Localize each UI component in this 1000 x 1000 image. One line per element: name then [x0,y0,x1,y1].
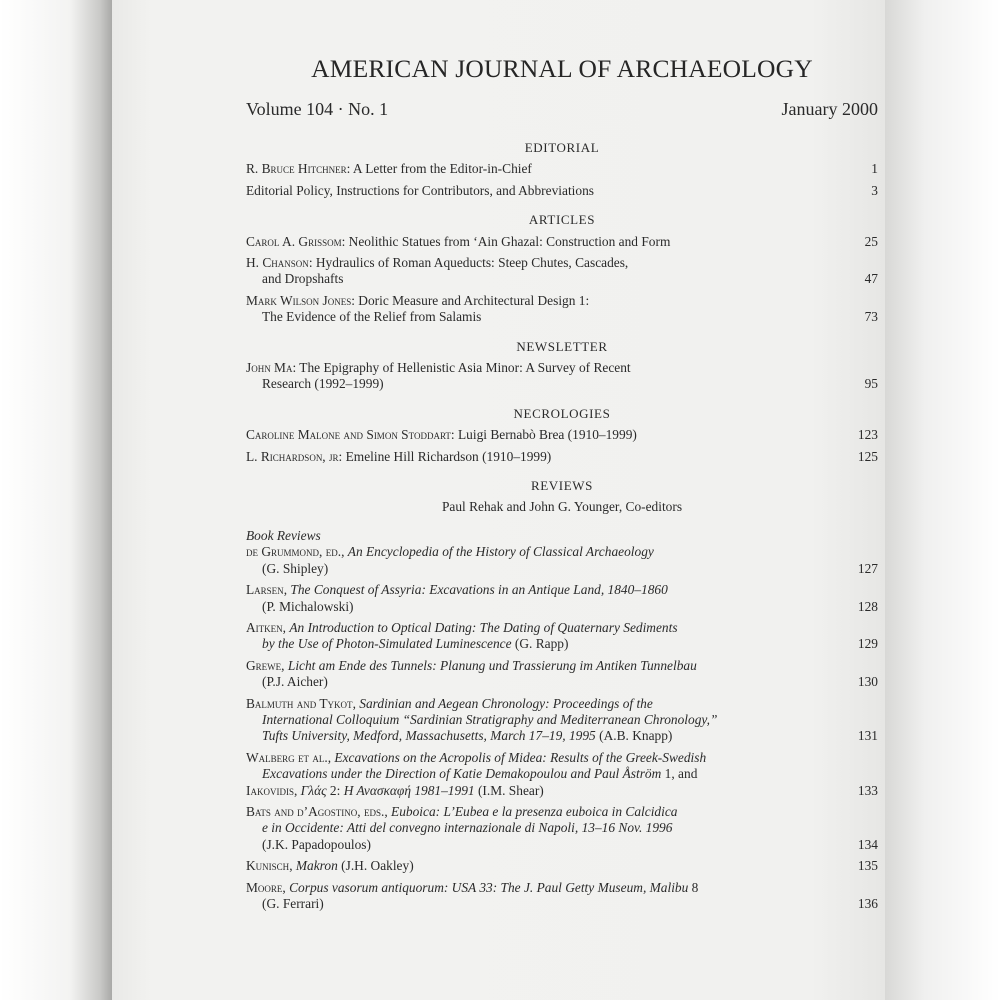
page-number: 3 [871,182,878,198]
toc-entry [246,161,878,177]
entry-author: Mark Wilson Jones [246,292,352,308]
entry-author: Grewe [246,657,282,673]
review-entry [246,750,878,799]
reviewer: (I.M. Shear) [474,782,544,798]
toc-entry [246,255,878,288]
entry-separator: , [293,782,301,798]
page-number: 125 [857,448,878,464]
page-number: 128 [857,598,878,614]
review-entry [246,858,878,874]
review-entry [246,620,878,653]
entry-title-line: Doric Measure and Architectural Design 1: [358,292,590,308]
entry-title-line: The Epigraphy of Hellenistic Asia Minor: A Survey of Recent [299,360,631,376]
entry-title: Luigi Bernabò Brea (1910–1999) [457,427,637,443]
reviewed-work: Excavations under the Direction of Katie Demakopoulou and Paul Åström [262,766,662,782]
review-entry [246,804,878,853]
page-number: 131 [857,728,878,744]
entry-separator: : [292,360,300,376]
reviewer: (G. Shipley) [262,560,329,576]
section-heading-newsletter: NEWSLETTER [516,338,608,354]
toc-entry [246,360,878,393]
reviewed-work: International Colloquium “Sardinian Stratigraphy and Mediterranean Chronology,” [262,711,718,727]
entry-author: Bats and d’Agostino, eds. [246,804,385,819]
toc-entry [246,293,878,326]
entry-separator: : [308,255,316,271]
book-spine-shadow [0,0,112,1000]
section-heading-necrologies: NECROLOGIES [513,405,611,421]
reviewer: (G. Ferrari) [262,896,324,912]
entry-author: Aitken [246,619,283,635]
entry-author: Moore [246,879,283,895]
page-number: 127 [857,560,878,576]
book-reviews-label: Book Reviews [246,527,321,543]
reviewer: (J.K. Papadopoulos) [262,836,371,852]
reviewed-work: by the Use of Photon-Simulated Luminescence [262,636,512,652]
reviewed-work: Tufts University, Medford, Massachusetts, March 17–19, 1995 [262,728,596,744]
entry-separator: , [352,695,360,711]
entry-separator: : [351,292,359,308]
reviewed-work: Makron [295,858,338,874]
entry-author: John Ma [246,360,293,376]
reviewed-work: Excavations on the Acropolis of Midea: Results of the Greek-Swedish [334,749,707,765]
reviews-editors: Paul Rehak and John G. Younger, Co-editors [441,498,683,514]
reviewed-work: Corpus vasorum antiquorum: USA 33: The J. Paul Getty Museum, Malibu [289,879,689,895]
page-number: 129 [857,636,878,652]
toc-entry [246,427,878,443]
page-number: 47 [864,271,878,287]
review-entry [246,658,878,691]
entry-separator: , [283,582,291,598]
entry-author: Balmuth and Tykot [246,695,353,711]
entry-author: Kunisch [246,858,290,874]
issue-date: January 2000 [781,99,878,119]
entry-title-line: and Dropshafts [262,271,344,287]
entry-separator: : [346,161,353,177]
entry-author: Caroline Malone and Simon Stoddart [246,427,451,443]
reviewer: (G. Rapp) [511,636,569,652]
entry-author: H. Chanson [246,255,309,271]
toc-entry [246,449,878,465]
section-heading-reviews: REVIEWS [531,478,593,494]
entry-title-line: Research (1992–1999) [262,376,384,392]
reviewer: (J.H. Oakley) [337,858,414,874]
reviewed-work: e in Occidente: Atti del convegno internazionale di Napoli, 13–16 Nov. 1996 [262,820,673,836]
review-entry [246,582,878,615]
volume-note: 8 [688,879,699,895]
entry-author: Iakovidis [246,782,294,798]
page-number: 136 [857,896,878,912]
page-edge-shadow [885,0,1000,1000]
review-entry [246,880,878,913]
reviewed-work: Euboica: L’Eubea e la presenza euboica in Calcidica [391,804,678,819]
volume-number: Volume 104 · No. 1 [246,99,389,119]
page-number: 123 [857,427,878,443]
page-number: 130 [857,674,878,690]
page-number: 133 [857,782,878,798]
entry-title: Editorial Policy, Instructions for Contributors, and Abbreviations [246,182,594,198]
entry-separator: : [450,427,458,443]
reviewed-work: Η Ανασκαφή 1981–1991 [343,782,475,798]
entry-author: de Grummond, ed. [246,544,342,560]
entry-author: Walberg et al. [246,749,328,765]
entry-separator: : [341,233,349,249]
entry-separator: , [341,544,348,560]
page-number: 135 [857,858,878,874]
entry-separator: , [327,749,335,765]
section-heading-editorial: EDITORIAL [524,140,600,155]
entry-separator: , [281,657,288,673]
journal-title: AMERICAN JOURNAL OF ARCHAEOLOGY [311,54,813,83]
entry-title: A Letter from the Editor-in-Chief [352,161,532,177]
review-entry [246,696,878,745]
entry-title-line: Hydraulics of Roman Aqueducts: Steep Chutes, Cascades, [315,255,629,271]
reviewed-work: Licht am Ende des Tunnels: Planung und Trassierung im Antiken Tunnelbau [287,657,697,673]
volume-note: 1, and [661,766,698,782]
reviewed-work: Sardinian and Aegean Chronology: Proceedings of the [359,695,653,711]
review-entry [246,544,878,577]
entry-title: Emeline Hill Richardson (1910–1999) [345,448,552,464]
entry-separator: , [282,879,290,895]
entry-separator: , [289,858,296,874]
page-number: 25 [864,233,878,249]
section-heading-articles: ARTICLES [528,212,596,228]
entry-separator: , [384,804,392,819]
page-number: 1 [871,161,878,177]
entry-author: Carol A. Grissom [246,233,342,249]
reviewed-work: An Encyclopedia of the History of Classical Archaeology [347,544,654,560]
entry-separator: , [282,619,290,635]
page-number: 95 [864,376,878,392]
reviewed-work: An Introduction to Optical Dating: The Dating of Quaternary Sediments [289,619,678,635]
toc-entry [246,234,878,250]
reviewed-work: Γλάς [300,782,327,798]
page-number: 73 [864,309,878,325]
reviewer: (P. Michalowski) [262,598,354,614]
volume-note: 2: [326,782,344,798]
entry-author: L. Richardson, jr [246,448,339,464]
entry-author: Larsen [246,582,284,598]
entry-title: Neolithic Statues from ‘Ain Ghazal: Construction and Form [348,233,671,249]
journal-page [112,0,885,1000]
entry-separator: : [338,448,346,464]
entry-title-line: The Evidence of the Relief from Salamis [262,309,482,325]
toc-entry [246,183,878,199]
reviewer: (P.J. Aicher) [262,674,328,690]
reviewer: (A.B. Knapp) [595,728,673,744]
page-number: 134 [857,836,878,852]
entry-author: R. Bruce Hitchner [246,161,347,177]
reviewed-work: The Conquest of Assyria: Excavations in an Antique Land, 1840–1860 [290,582,668,598]
table-of-contents [246,140,878,917]
